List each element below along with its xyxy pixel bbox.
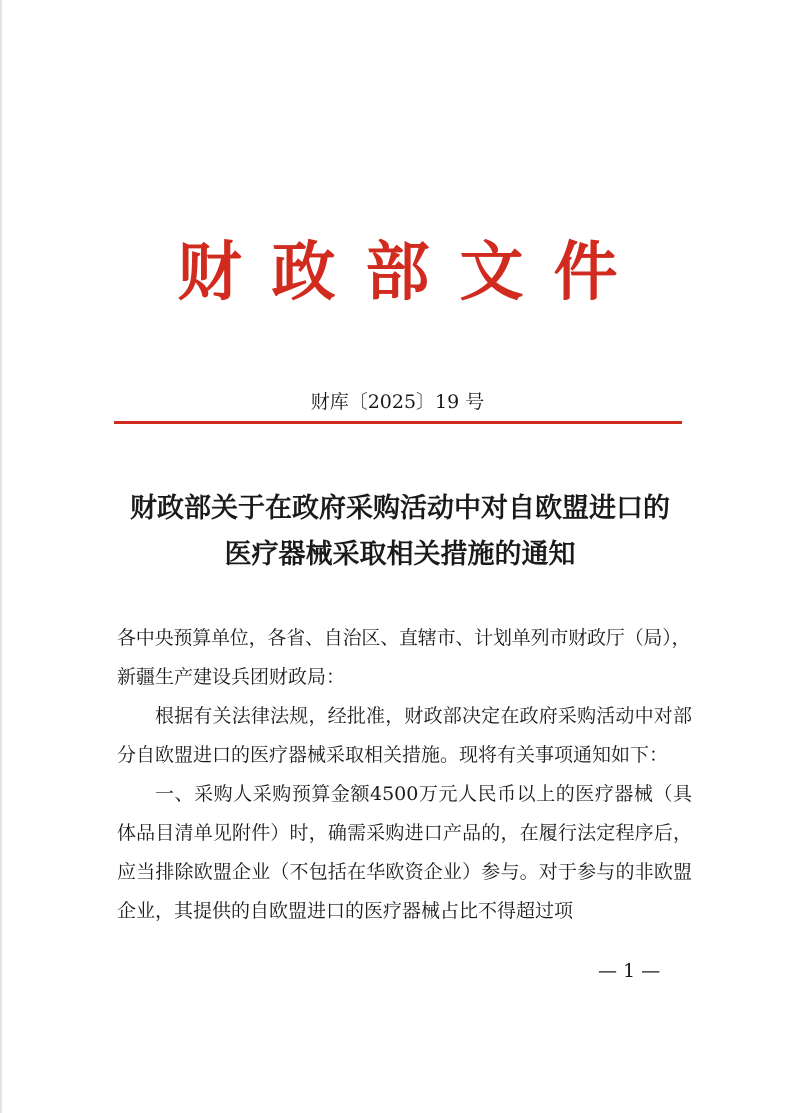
document-header-title: 财政部文件 [177, 235, 648, 310]
document-body [117, 619, 692, 931]
page-number: — 1 — [598, 960, 661, 982]
notice-title [100, 486, 700, 578]
body-paragraph-intro: 根据有关法律法规，经批准，财政部决定在政府采购活动中对部分自欧盟进口的医疗器械采取相关措施。现将有关事项通知如下： [117, 705, 692, 766]
scan-edge-shadow [0, 0, 3, 1113]
recipients-line-1: 各中央预算单位，各省、自治区、直辖市、计划单列市财政厅（局）， [117, 627, 691, 649]
document-number: 财库〔2025〕19 号 [310, 391, 485, 413]
red-divider-line [114, 421, 682, 424]
recipients-line-2: 新疆生产建设兵团财政局： [117, 666, 346, 688]
notice-title-line-2: 医疗器械采取相关措施的通知 [224, 539, 576, 570]
body-paragraph-item-1: 一、采购人采购预算金额4500万元人民币以上的医疗器械（具体品目清单见附件）时，确需采购进口产品的，在履行法定程序后，应当排除欧盟企业（不包括在华欧资企业）参与。对于参与的非欧盟企业，其提供的自欧盟进口的医疗器械占比不得超过项 [117, 783, 692, 922]
notice-title-line-1: 财政部关于在政府采购活动中对自欧盟进口的 [130, 493, 670, 524]
